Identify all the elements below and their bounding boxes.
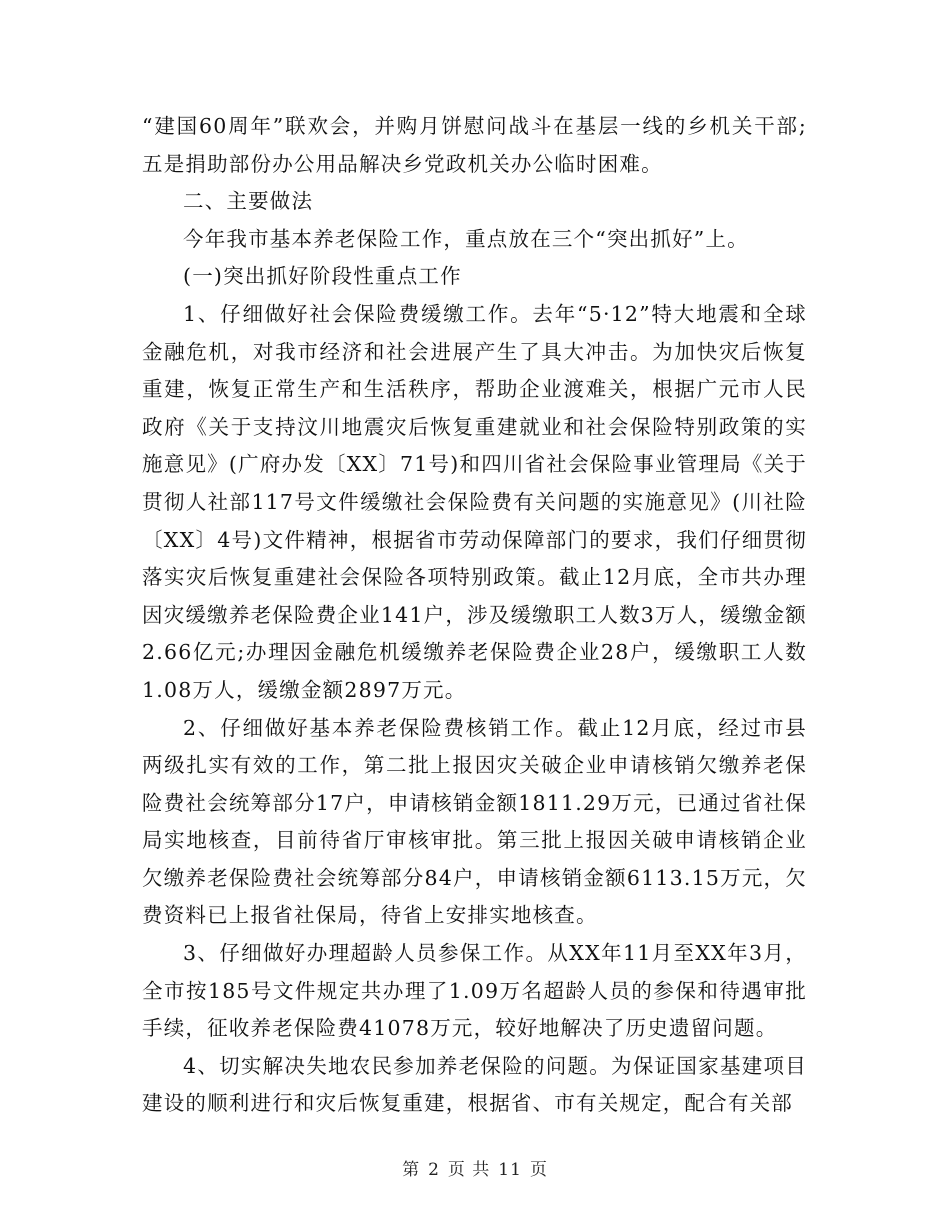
footer-suffix: 页 [529, 1160, 548, 1180]
section-heading-main-methods: 二、主要做法 [183, 189, 314, 214]
paragraph-intro: 今年我市基本养老保险工作，重点放在三个“突出抓好”上。 [183, 226, 749, 251]
footer-current-page: 2 [428, 1160, 440, 1180]
footer-prefix: 第 [402, 1160, 421, 1180]
document-body [142, 108, 807, 1123]
footer-middle: 页 共 [447, 1160, 491, 1180]
page-footer [0, 1155, 950, 1180]
paragraph-item-3: 3、仔细做好办理超龄人员参保工作。从XX年11月至XX年3月，全市按185号文件规定共办理了1.09万名超龄人员的参保和待遇审批手续，征收养老保险费41078万元，较好地解决了历史遗留问题。 [142, 941, 807, 1041]
subsection-heading-1: (一)突出抓好阶段性重点工作 [183, 264, 462, 289]
footer-total-pages: 11 [498, 1160, 522, 1180]
paragraph-item-2: 2、仔细做好基本养老保险费核销工作。截止12月底，经过市县两级扎实有效的工作，第二批上报因灾关破企业申请核销欠缴养老保险费社会统筹部分17户，申请核销金额1811.29万元，已通过省社保局实地核查，目前待省厅审核审批。第三批上报因关破申请核销企业欠缴养老保险费社会统筹部分84户，申请核销金额6113.15万元，欠费资料已上报省社保局，待省上安排实地核查。 [142, 715, 807, 928]
paragraph-continuation: “建国60周年”联欢会，并购月饼慰问战斗在基层一线的乡机关干部;五是捐助部份办公用品解决乡党政机关办公临时困难。 [142, 114, 807, 176]
paragraph-item-4: 4、切实解决失地农民参加养老保险的问题。为保证国家基建项目建设的顺利进行和灾后恢复重建，根据省、市有关规定，配合有关部 [142, 1053, 807, 1116]
paragraph-item-1: 1、仔细做好社会保险费缓缴工作。去年“5·12”特大地震和全球金融危机，对我市经济和社会进展产生了具大冲击。为加快灾后恢复重建，恢复正常生产和生活秩序，帮助企业渡难关，根据广元市人民政府《关于支持汶川地震灾后恢复重建就业和社会保险特别政策的实施意见》(广府办发〔XX〕71号)和四川省社会保险事业管理局《关于贯彻人社部117号文件缓缴社会保险费有关问题的实施意见》(川社险〔XX〕4号)文件精神，根据省市劳动保障部门的要求，我们仔细贯彻落实灾后恢复重建社会保险各项特别政策。截止12月底，全市共办理因灾缓缴养老保险费企业141户，涉及缓缴职工人数3万人，缓缴金额2.66亿元;办理因金融危机缓缴养老保险费企业28户，缓缴职工人数1.08万人，缓缴金额2897万元。 [142, 301, 807, 702]
